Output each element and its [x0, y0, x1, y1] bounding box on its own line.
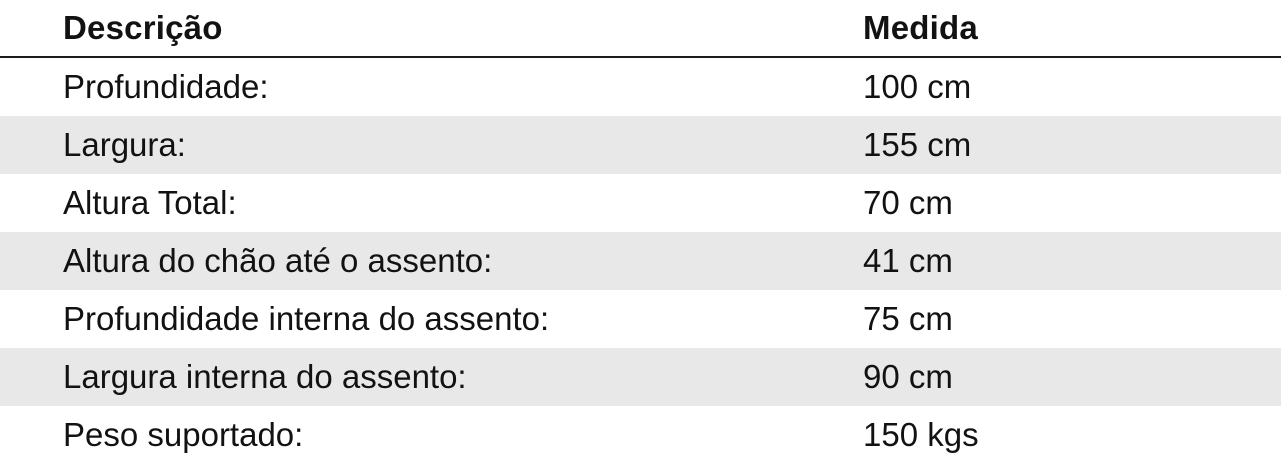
table-header-row	[0, 0, 1281, 58]
description-cell: Largura:	[63, 126, 186, 163]
measure-cell: 75 cm	[863, 300, 953, 337]
table-row	[0, 232, 1281, 290]
table-row	[0, 174, 1281, 232]
measure-cell: 41 cm	[863, 242, 953, 279]
column-header-measure: Medida	[863, 9, 978, 46]
description-cell: Peso suportado:	[63, 416, 304, 453]
description-cell: Profundidade:	[63, 68, 269, 105]
description-cell: Altura Total:	[63, 184, 237, 221]
measure-cell: 90 cm	[863, 358, 953, 395]
measure-cell: 70 cm	[863, 184, 953, 221]
measure-cell: 150 kgs	[863, 416, 979, 453]
table-row	[0, 348, 1281, 406]
measure-cell: 100 cm	[863, 68, 972, 105]
table-row	[0, 290, 1281, 348]
table-row	[0, 58, 1281, 116]
table-row	[0, 406, 1281, 464]
table-row	[0, 116, 1281, 174]
table-body	[0, 58, 1281, 464]
description-cell: Altura do chão até o assento:	[63, 242, 493, 279]
column-header-description: Descrição	[63, 9, 223, 46]
measure-cell: 155 cm	[863, 126, 972, 163]
description-cell: Profundidade interna do assento:	[63, 300, 550, 337]
description-cell: Largura interna do assento:	[63, 358, 467, 395]
